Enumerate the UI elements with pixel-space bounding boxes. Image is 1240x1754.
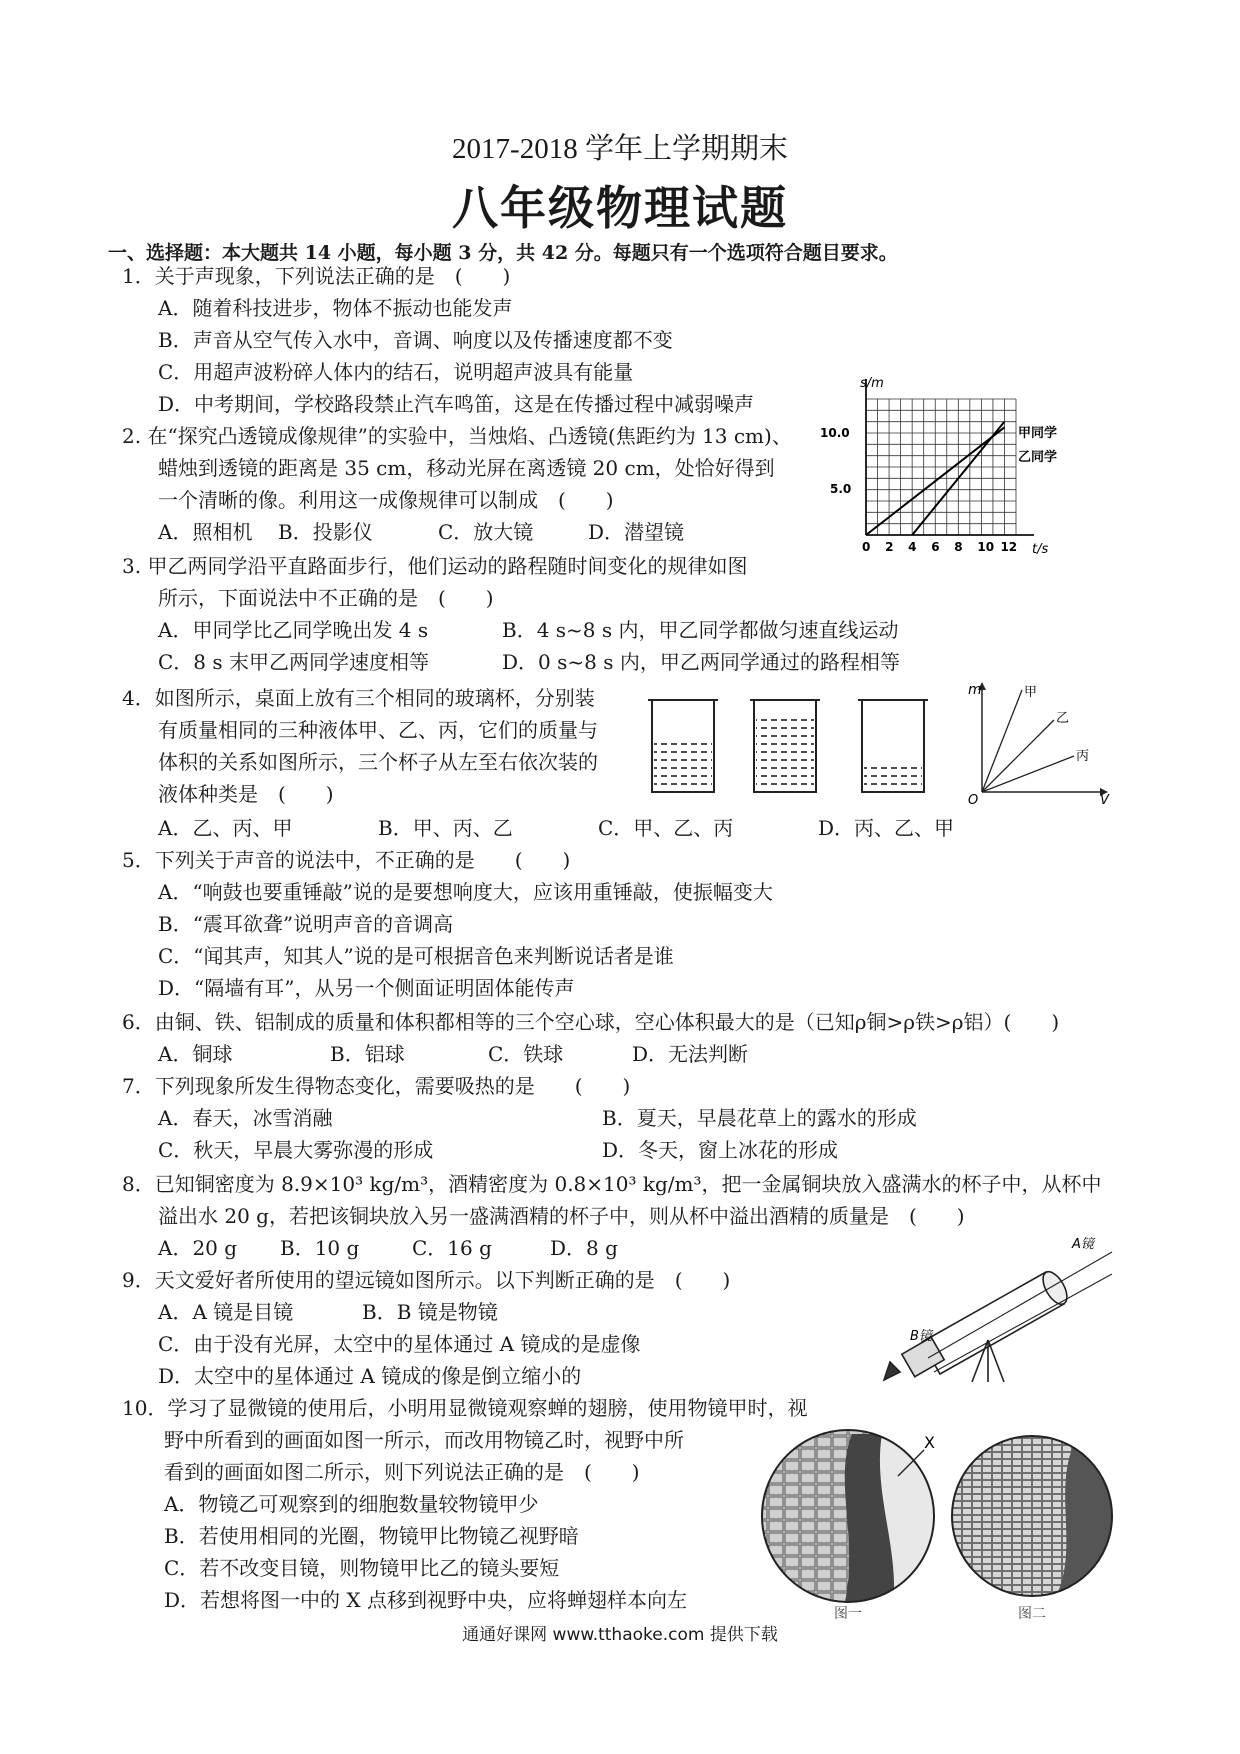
question-8-option-c: C．16 g bbox=[412, 1236, 492, 1260]
st-x-tick-12: 12 bbox=[1000, 540, 1018, 554]
question-6-option-a: A．铜球 bbox=[158, 1042, 233, 1066]
question-4-stem-line1: 4．如图所示，桌面上放有三个相同的玻璃杯，分别装 bbox=[122, 686, 595, 710]
question-10-option-d: D．若想将图一中的 X 点移到视野中央，应将蝉翅样本向左 bbox=[164, 1588, 687, 1612]
cup-right bbox=[858, 700, 928, 792]
question-9-option-a: A．A 镜是目镜 bbox=[158, 1300, 294, 1324]
st-x-tick-2: 2 bbox=[885, 540, 894, 554]
question-7-option-a: A．春天，冰雪消融 bbox=[158, 1106, 333, 1130]
question-9-option-b: B．B 镜是物镜 bbox=[362, 1300, 498, 1324]
question-5-option-a: A．“响鼓也要重锤敲”说的是要想响度大，应该用重锤敲，使振幅变大 bbox=[158, 880, 773, 904]
view-2-caption: 图二 bbox=[1018, 1606, 1046, 1622]
mv-line-yi bbox=[982, 720, 1054, 792]
question-1-option-c: C．用超声波粉碎人体内的结石，说明超声波具有能量 bbox=[158, 360, 634, 384]
st-graph-y-tick-10: 10.0 bbox=[820, 426, 850, 440]
telescope-figure bbox=[868, 1232, 1118, 1394]
mv-graph-y-label: m bbox=[968, 682, 982, 698]
question-4-option-d: D．丙、乙、甲 bbox=[818, 816, 955, 840]
st-graph-grid bbox=[866, 399, 1016, 535]
st-x-tick-6: 6 bbox=[931, 540, 940, 554]
tripod-leg-right bbox=[988, 1340, 1004, 1382]
question-10-stem-line2: 野中所看到的画面如图一所示，而改用物镜乙时，视野中所 bbox=[164, 1428, 684, 1452]
x-marker-label: X bbox=[924, 1433, 935, 1452]
st-graph-legend-jia: 甲同学 bbox=[1018, 426, 1058, 441]
question-10-option-a: A．物镜乙可观察到的细胞数量较物镜甲少 bbox=[164, 1492, 539, 1516]
mv-label-jia: 甲 bbox=[1024, 685, 1038, 700]
question-5-stem: 5．下列关于声音的说法中，不正确的是 ( ) bbox=[122, 848, 571, 872]
st-graph-axes bbox=[866, 379, 1034, 535]
st-graph-x-axis-label: t/s bbox=[1032, 542, 1049, 557]
section-heading: 一、选择题：本大题共 14 小题，每小题 3 分，共 42 分。每题只有一个选项符合题目要求。 bbox=[108, 242, 898, 264]
st-graph-x-ticks bbox=[862, 540, 1017, 554]
observer-eye-icon bbox=[884, 1362, 900, 1380]
question-3-option-c: C．8 s 末甲乙两同学速度相等 bbox=[158, 650, 430, 674]
question-4-stem-line3: 体积的关系如图所示，三个杯子从左至右依次装的 bbox=[158, 750, 598, 774]
question-3-option-b: B．4 s~8 s 内，甲乙同学都做匀速直线运动 bbox=[502, 618, 899, 642]
footer-download-note: 通通好课网 www.tthaoke.com 提供下载 bbox=[462, 1625, 778, 1645]
mv-graph bbox=[962, 680, 1112, 805]
question-10-option-c: C．若不改变目镜，则物镜甲比乙的镜头要短 bbox=[164, 1556, 560, 1580]
question-9-stem: 9．天文爱好者所使用的望远镜如图所示。以下判断正确的是 ( ) bbox=[122, 1268, 731, 1292]
question-9-option-d: D．太空中的星体通过 A 镜成的像是倒立缩小的 bbox=[158, 1364, 582, 1388]
question-4-option-a: A．乙、丙、甲 bbox=[158, 816, 293, 840]
question-3-option-d: D．0 s~8 s 内，甲乙两同学通过的路程相等 bbox=[502, 650, 900, 674]
question-8-option-b: B．10 g bbox=[280, 1236, 360, 1260]
question-5-option-d: D．“隔墙有耳”，从另一个侧面证明固体能传声 bbox=[158, 976, 575, 1000]
question-7-option-b: B．夏天，早晨花草上的露水的形成 bbox=[602, 1106, 917, 1130]
question-6-stem: 6．由铜、铁、铝制成的质量和体积都相等的三个空心球，空心体积最大的是（已知ρ铜>ρ铁>ρ铝）( ) bbox=[122, 1010, 1060, 1034]
exam-main-title: 八年级物理试题 bbox=[452, 181, 788, 235]
question-10-stem-line1: 10．学习了显微镜的使用后，小明用显微镜观察蝉的翅膀，使用物镜甲时，视 bbox=[122, 1396, 808, 1420]
mv-graph-origin: O bbox=[968, 793, 979, 805]
question-8-option-d: D．8 g bbox=[550, 1236, 618, 1260]
question-1-option-a: A．随着科技进步，物体不振动也能发声 bbox=[158, 296, 513, 320]
mv-graph-x-label: V bbox=[1100, 793, 1109, 805]
question-2-stem-line2: 蜡烛到透镜的距离是 35 cm，移动光屏在离透镜 20 cm，处恰好得到 bbox=[158, 456, 775, 480]
st-graph-legend-yi: 乙同学 bbox=[1018, 450, 1058, 465]
question-6-option-b: B．铝球 bbox=[330, 1042, 405, 1066]
cup-middle-liquid bbox=[756, 716, 814, 790]
question-4-option-c: C．甲、乙、丙 bbox=[598, 816, 734, 840]
question-2-option-d: D．潜望镜 bbox=[588, 520, 685, 544]
question-2-stem-line3: 一个清晰的像。利用这一成像规律可以制成 ( ) bbox=[158, 488, 614, 512]
exam-year-title: 2017-2018 学年上学期期末 bbox=[452, 133, 788, 165]
st-x-tick-10: 10 bbox=[977, 540, 995, 554]
mv-label-yi: 乙 bbox=[1056, 711, 1070, 726]
cup-right-liquid bbox=[864, 764, 922, 790]
light-ray-1 bbox=[928, 1252, 1112, 1358]
question-7-option-c: C．秋天，早晨大雾弥漫的形成 bbox=[158, 1138, 434, 1162]
st-x-tick-8: 8 bbox=[954, 540, 963, 554]
question-1-option-d: D．中考期间，学校路段禁止汽车鸣笛，这是在传播过程中减弱噪声 bbox=[158, 392, 755, 416]
question-2-option-b: B．投影仪 bbox=[278, 520, 373, 544]
question-2-option-a: A．照相机 bbox=[158, 520, 253, 544]
question-7-stem: 7．下列现象所发生得物态变化，需要吸热的是 ( ) bbox=[122, 1074, 631, 1098]
question-5-option-b: B．“震耳欲聋”说明声音的音调高 bbox=[158, 912, 454, 936]
question-6-option-c: C．铁球 bbox=[488, 1042, 564, 1066]
cup-middle bbox=[750, 700, 820, 792]
question-1-option-b: B．声音从空气传入水中，音调、响度以及传播速度都不变 bbox=[158, 328, 673, 352]
microscope-views-figure bbox=[752, 1424, 1124, 1624]
view-1 bbox=[752, 1424, 952, 1624]
question-5-option-c: C．“闻其声，知其人”说的是可根据音色来判断说话者是谁 bbox=[158, 944, 674, 968]
question-10-option-b: B．若使用相同的光圈，物镜甲比物镜乙视野暗 bbox=[164, 1524, 579, 1548]
question-8-option-a: A．20 g bbox=[158, 1236, 238, 1260]
mv-line-bing bbox=[982, 756, 1074, 792]
question-4-option-b: B．甲、丙、乙 bbox=[378, 816, 513, 840]
view-2 bbox=[942, 1424, 1124, 1624]
st-graph-y-axis-label: s/m bbox=[860, 376, 884, 391]
question-10-stem-line3: 看到的画面如图二所示，则下列说法正确的是 ( ) bbox=[164, 1460, 640, 1484]
telescope-label-b: B镜 bbox=[910, 1329, 932, 1344]
view-1-caption: 图一 bbox=[834, 1606, 862, 1622]
question-3-stem-line2: 所示，下面说法中不正确的是 ( ) bbox=[158, 586, 494, 610]
telescope-label-a: A镜 bbox=[1072, 1237, 1094, 1252]
question-8-stem-line1: 8．已知铜密度为 8.9×10³ kg/m³，酒精密度为 0.8×10³ kg/m³，把一金属铜块放入盛满水的杯子中，从杯中 bbox=[122, 1172, 1102, 1196]
st-graph-y-tick-5: 5.0 bbox=[830, 482, 852, 496]
question-4-stem-line2: 有质量相同的三种液体甲、乙、丙，它们的质量与 bbox=[158, 718, 598, 742]
st-graph bbox=[820, 375, 1070, 575]
question-3-option-a: A．甲同学比乙同学晚出发 4 s bbox=[158, 618, 429, 642]
cup-left bbox=[648, 700, 718, 792]
st-x-tick-0: 0 bbox=[862, 540, 871, 554]
mv-label-bing: 丙 bbox=[1076, 749, 1090, 764]
question-2-option-c: C．放大镜 bbox=[438, 520, 534, 544]
three-cups-figure bbox=[640, 692, 940, 802]
question-9-option-c: C．由于没有光屏，太空中的星体通过 A 镜成的是虚像 bbox=[158, 1332, 641, 1356]
question-1-stem: 1．关于声现象，下列说法正确的是 ( ) bbox=[122, 264, 511, 288]
question-2-stem-line1: 2. 在“探究凸透镜成像规律”的实验中，当烛焰、凸透镜(焦距约为 13 cm)、 bbox=[122, 424, 792, 448]
st-x-tick-4: 4 bbox=[908, 540, 917, 554]
question-3-stem-line1: 3. 甲乙两同学沿平直路面步行，他们运动的路程随时间变化的规律如图 bbox=[122, 554, 748, 578]
cup-left-liquid bbox=[654, 740, 712, 790]
question-6-option-d: D．无法判断 bbox=[632, 1042, 749, 1066]
question-4-stem-line4: 液体种类是 ( ) bbox=[158, 782, 334, 806]
question-7-option-d: D．冬天，窗上冰花的形成 bbox=[602, 1138, 839, 1162]
mv-line-jia bbox=[982, 690, 1022, 792]
question-8-stem-line2: 溢出水 20 g，若把该铜块放入另一盛满酒精的杯子中，则从杯中溢出酒精的质量是 ( ) bbox=[158, 1204, 965, 1228]
